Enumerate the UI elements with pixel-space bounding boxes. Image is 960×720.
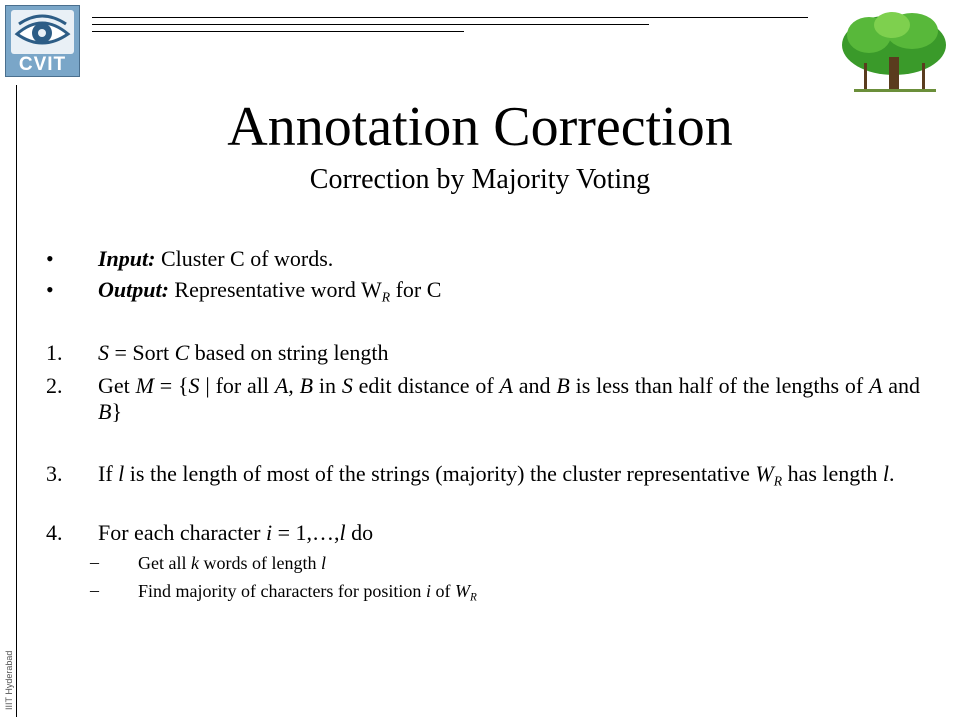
step-number: 2. (46, 373, 63, 398)
step-number: 4. (46, 520, 63, 545)
substep-1-text: Get all k words of length l (138, 553, 326, 573)
logo-text: CVIT (18, 54, 67, 75)
bullet-dot: • (46, 246, 54, 271)
step-3-text: If l is the length of most of the strings (majority) the cluster representative $W_R$ has length l. (98, 461, 895, 489)
bullet-input (98, 246, 920, 272)
bullet-dot: • (46, 277, 54, 302)
bullet-text: Cluster C of words. (160, 246, 334, 271)
bullet-label: Output: (98, 277, 169, 302)
step-2-text: Get M = {S | for all A, B in S edit distance of A and B is less than half of the lengths of A and B} (98, 373, 921, 424)
slide-title: Annotation Correction (227, 96, 733, 158)
side-label: IIIT Hyderabad (4, 650, 14, 710)
step-4-text: For each character i = 1,…,l do (98, 520, 374, 545)
eye-icon (11, 10, 74, 54)
bullet-text: Representative word W (174, 277, 382, 302)
step-number: 3. (46, 461, 63, 486)
step-number: 1. (46, 340, 63, 365)
substep-2-text: Find majority of characters for position i of $W_R$ (138, 581, 477, 604)
header-rule (92, 24, 649, 25)
bullet-output (98, 277, 920, 303)
cvit-logo (5, 5, 80, 77)
substep-dash: – (90, 552, 99, 572)
step-1-text: S = Sort C based on string length (98, 340, 389, 365)
slide-subtitle: Correction by Majority Voting (309, 164, 651, 195)
header-rule (92, 17, 808, 18)
bullet-text: for C (390, 277, 442, 302)
header-rule (92, 31, 464, 32)
substep-dash: – (90, 580, 99, 600)
subscript: R (381, 289, 391, 305)
tree-logo (834, 5, 954, 95)
bullet-label: Input: (98, 246, 156, 271)
